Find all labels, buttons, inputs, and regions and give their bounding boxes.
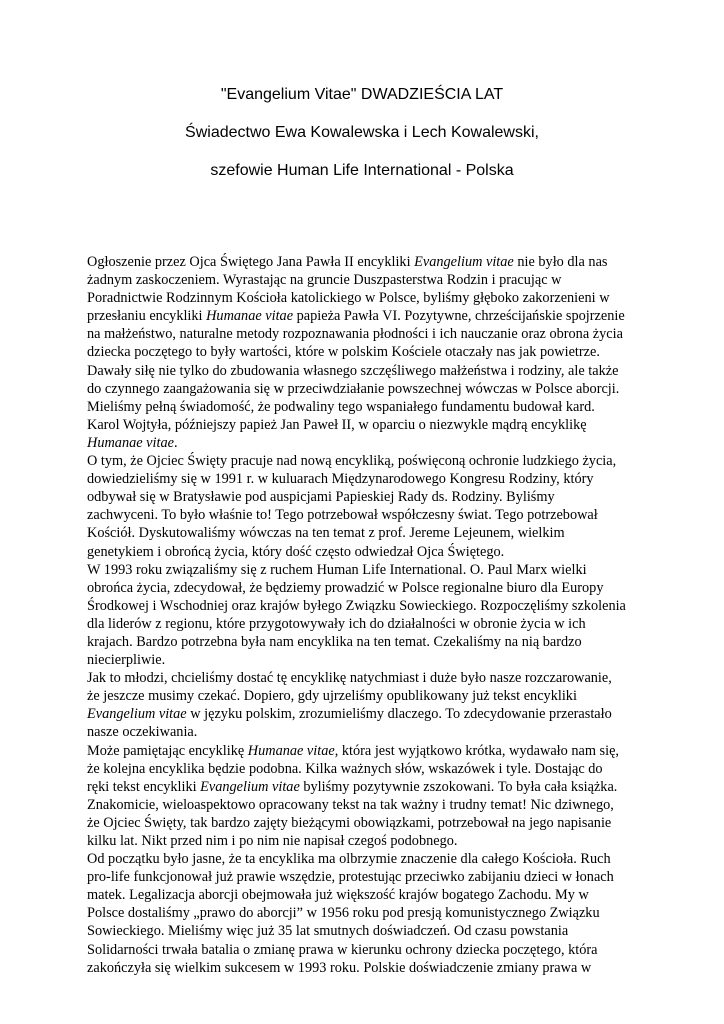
text-line bbox=[87, 488, 647, 506]
text-run: Ogłoszenie przez Ojca Świętego Jana Pawła II encykliki bbox=[87, 254, 415, 270]
text-run: , która jest wyjątkowo krótka, wydawało nam się, bbox=[334, 742, 620, 759]
text-line bbox=[87, 524, 647, 542]
document-title: "Evangelium Vitae" DWADZIEŚCIA LAT bbox=[220, 86, 504, 103]
text-line bbox=[87, 868, 647, 886]
text-run: obrońca życia, zdecydował, że będziemy prowadzić w Polsce regionalne biuro dla Europy bbox=[87, 579, 604, 596]
text-run: Dawały siłę nie tylko do zbudowania własnego szczęśliwego małżeństwa i rodziny, ale także bbox=[87, 362, 619, 379]
text-run: w języku polskim, zrozumieliśmy dlaczego. To zdecydowanie przerastało bbox=[186, 706, 612, 723]
text-run: matek. Legalizacja aborcji obejmowała już większość krajów bogatego Zachodu. My w bbox=[87, 887, 589, 904]
text-line bbox=[87, 271, 647, 289]
document-header bbox=[0, 86, 724, 180]
text-line bbox=[87, 723, 647, 741]
text-line bbox=[87, 380, 647, 398]
encyclical-title: Evangelium vitae bbox=[87, 706, 187, 723]
text-line bbox=[87, 687, 647, 705]
text-line bbox=[87, 832, 647, 850]
text-run: przesłaniu encykliki bbox=[87, 308, 207, 325]
text-line bbox=[87, 343, 647, 361]
text-run: papieża Pawła VI. Pozytywne, chrześcijańskie spojrzenie bbox=[293, 308, 625, 325]
text-run: że kolejna encyklika będzie podobna. Kilka ważnych słów, wskazówek i tyle. Dostając do bbox=[87, 760, 603, 777]
paragraph bbox=[87, 742, 647, 851]
text-run: kilku lat. Nikt przed nim i po nim nie napisał czegoś podobnego. bbox=[87, 833, 458, 849]
text-run: Znakomicie, wieloaspektowo opracowany tekst na tak ważny i trudny temat! Nic dziwnego, bbox=[87, 796, 614, 813]
text-line bbox=[87, 325, 647, 343]
text-line bbox=[87, 760, 647, 778]
text-run: zachwyceni. To było właśnie to! Tego potrzebował współczesny świat. Tego potrzebował bbox=[87, 507, 598, 524]
text-line bbox=[87, 705, 647, 723]
text-line bbox=[87, 814, 647, 832]
text-line bbox=[87, 778, 647, 796]
text-run: W 1993 roku związaliśmy się z ruchem Human Life International. O. Paul Marx wielki bbox=[87, 561, 587, 578]
text-line bbox=[87, 434, 647, 452]
text-line bbox=[87, 561, 647, 579]
text-run: Sowieckiego. Mieliśmy więc już 35 lat smutnych doświadczeń. Od czasu powstania bbox=[87, 923, 569, 940]
encyclical-title: Humanae vitae bbox=[206, 308, 294, 325]
text-run: nasze oczekiwania. bbox=[87, 724, 198, 741]
text-line bbox=[87, 922, 647, 940]
text-line bbox=[87, 615, 647, 633]
text-run: Może pamiętając encyklikę bbox=[87, 742, 248, 759]
paragraph bbox=[87, 669, 647, 741]
text-line bbox=[87, 362, 647, 380]
text-run: ręki tekst encykliki bbox=[87, 778, 201, 795]
document-body bbox=[87, 253, 647, 977]
text-line bbox=[87, 470, 647, 488]
text-line bbox=[87, 742, 647, 760]
text-run: żadnym zaskoczeniem. Wyrastając na gruncie Duszpasterstwa Rodzin i pracując w bbox=[87, 272, 562, 289]
text-run: odbywał się w Bratysławie pod auspicjami Papieskiej Rady ds. Rodziny. Byliśmy bbox=[87, 489, 555, 506]
text-line bbox=[87, 506, 647, 524]
text-run: dla liderów z regionu, które przygotowywały ich do działalności w obronie życia w ich bbox=[87, 615, 586, 632]
text-run: Polsce dostaliśmy „prawo do aborcji” w 1956 roku pod presją komunistycznego Związku bbox=[87, 905, 600, 922]
text-run: Od początku było jasne, że ta encyklika ma olbrzymie znaczenie dla całego Kościoła. Ruch bbox=[87, 851, 611, 868]
paragraph bbox=[87, 850, 647, 977]
text-run: pro-life funkcjonował już prawie wszędzie, protestując przeciwko zabijaniu dzieci w łonach bbox=[87, 869, 614, 886]
text-run: Karol Wojtyła, późniejszy papież Jan Paweł II, w oparciu o niezwykle mądrą encyklikę bbox=[87, 416, 587, 433]
text-run: byliśmy pozytywnie zszokowani. To była cała książka. bbox=[299, 778, 618, 795]
text-run: Kościół. Dyskutowaliśmy wówczas na ten temat z prof. Jereme Lejeunem, wielkim bbox=[87, 525, 565, 542]
text-run: krajach. Bardzo potrzebna była nam encyklika na ten temat. Czekaliśmy na nią bardzo bbox=[87, 633, 582, 650]
text-run: Mieliśmy pełną świadomość, że podwaliny tego wspaniałego fundamentu budował kard. bbox=[87, 398, 595, 415]
text-line bbox=[87, 452, 647, 470]
paragraph bbox=[87, 253, 647, 452]
document-subtitle-organization: szefowie Human Life International - Polska bbox=[210, 162, 514, 179]
encyclical-title: Evangelium vitae bbox=[414, 254, 514, 270]
encyclical-title: Humanae vitae bbox=[247, 742, 335, 759]
text-line bbox=[87, 904, 647, 922]
encyclical-title: Evangelium vitae bbox=[200, 778, 300, 795]
text-line bbox=[87, 253, 647, 271]
text-line bbox=[87, 597, 647, 615]
text-run: Solidarności trwała batalia o zmianę prawa w kierunku ochrony dziecka poczętego, która bbox=[87, 941, 598, 958]
document-subtitle-authors: Świadectwo Ewa Kowalewska i Lech Kowalewski, bbox=[185, 124, 539, 141]
text-run: Poradnictwie Rodzinnym Kościoła katolickiego w Polsce, byliśmy głęboko zakorzenieni w bbox=[87, 290, 610, 307]
text-run: Jak to młodzi, chcieliśmy dostać tę encyklikę natychmiast i duże było nasze rozczarowanie, bbox=[87, 670, 612, 687]
text-line bbox=[87, 307, 647, 325]
text-run: niecierpliwie. bbox=[87, 652, 166, 669]
text-line bbox=[87, 850, 647, 868]
text-run: . bbox=[173, 434, 178, 451]
text-run: genetykiem i obrońcą życia, który dość często odwiedzał Ojca Świętego. bbox=[87, 543, 505, 560]
text-line bbox=[87, 651, 647, 669]
text-line bbox=[87, 796, 647, 814]
text-line bbox=[87, 543, 647, 561]
text-run: nie było dla nas bbox=[513, 254, 608, 270]
text-run: na małżeństwo, naturalne metody rozpoznawania płodności i ich nauczanie oraz obrona życia bbox=[87, 326, 623, 343]
encyclical-title: Humanae vitae bbox=[87, 434, 174, 451]
text-run: że jeszcze musimy czekać. Dopiero, gdy ujrzeliśmy opublikowany już tekst encykliki bbox=[87, 688, 577, 705]
text-run: dowiedzieliśmy się w 1991 r. w kuluarach Międzynarodowego Kongresu Rodziny, który bbox=[87, 471, 594, 488]
text-line bbox=[87, 941, 647, 959]
text-run: Środkowej i Wschodniej oraz krajów byłego Związku Sowieckiego. Rozpoczęliśmy szkolenia bbox=[87, 597, 626, 614]
text-line bbox=[87, 579, 647, 597]
text-line bbox=[87, 959, 647, 977]
text-run: do czynnego zaangażowania się w przeciwdziałanie powszechnej wówczas w Polsce aborcji. bbox=[87, 380, 620, 397]
text-line bbox=[87, 416, 647, 434]
text-line bbox=[87, 633, 647, 651]
paragraph bbox=[87, 452, 647, 561]
text-run: O tym, że Ojciec Święty pracuje nad nową encykliką, poświęconą ochronie ludzkiego życia, bbox=[87, 453, 617, 470]
text-run: dziecka poczętego to były wartości, które w polskim Kościele otaczały nas jak powietrze. bbox=[87, 344, 600, 361]
text-run: że Ojciec Święty, tak bardzo zajęty bieżącymi obowiązkami, potrzebował na jego napisanie bbox=[87, 814, 612, 831]
text-line bbox=[87, 398, 647, 416]
text-line bbox=[87, 289, 647, 307]
text-run: zakończyła się wielkim sukcesem w 1993 roku. Polskie doświadczenie zmiany prawa w bbox=[87, 959, 592, 976]
text-line bbox=[87, 886, 647, 904]
paragraph bbox=[87, 561, 647, 670]
text-line bbox=[87, 669, 647, 687]
